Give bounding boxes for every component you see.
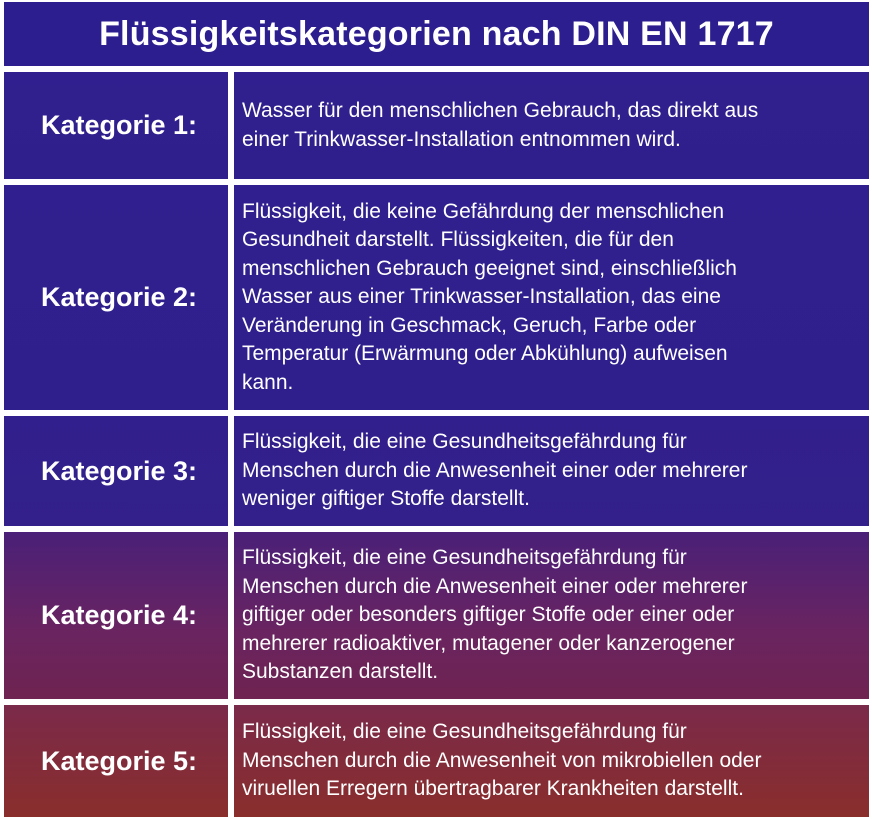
- description-line: menschlichen Gebrauch geeignet sind, einschließlich: [242, 256, 737, 280]
- description-line: Veränderung in Geschmack, Geruch, Farbe oder: [242, 313, 697, 337]
- category-label-cell: [4, 185, 228, 410]
- description-line: kann.: [242, 370, 294, 394]
- category-label: Kategorie 5:: [40, 745, 198, 776]
- category-description: [242, 97, 758, 154]
- description-line: Menschen durch die Anwesenheit von mikrobiellen oder: [242, 748, 762, 772]
- description-line: Menschen durch die Anwesenheit einer oder mehrerer: [242, 458, 748, 482]
- category-description: [242, 718, 761, 804]
- table-row-category-5: [4, 705, 869, 817]
- description-line: viruellen Erregern übertragbarer Krankheiten darstellt.: [242, 777, 744, 801]
- category-label: Kategorie 3:: [40, 455, 198, 486]
- description-line: einer Trinkwasser-Installation entnommen wird.: [242, 127, 681, 151]
- category-description-cell: [234, 416, 869, 526]
- table-title-text: Flüssigkeitskategorien nach DIN EN 1717: [99, 14, 774, 53]
- category-label: Kategorie 1:: [40, 110, 198, 140]
- category-description-cell: [234, 705, 869, 817]
- category-description-cell: [234, 72, 869, 179]
- description-line: weniger giftiger Stoffe darstellt.: [242, 487, 530, 511]
- description-line: Gesundheit darstellt. Flüssigkeiten, die für den: [242, 228, 674, 252]
- table-row-category-4: [4, 532, 869, 699]
- description-line: giftiger oder besonders giftiger Stoffe oder einer oder: [242, 603, 735, 627]
- category-label-cell: [4, 705, 228, 817]
- description-line: Wasser aus einer Trinkwasser-Installation, das eine: [242, 285, 721, 309]
- category-label: Kategorie 2:: [40, 282, 198, 312]
- category-description-cell: [234, 532, 869, 699]
- category-description: [242, 428, 747, 514]
- description-line: Flüssigkeit, die eine Gesundheitsgefährdung für: [242, 720, 687, 744]
- description-line: Flüssigkeit, die eine Gesundheitsgefährdung für: [242, 546, 687, 570]
- description-line: Menschen durch die Anwesenheit einer oder mehrerer: [242, 574, 748, 598]
- category-label: Kategorie 4:: [40, 600, 198, 630]
- table-title: [4, 2, 869, 66]
- category-description: [242, 198, 737, 398]
- description-line: Substanzen darstellt.: [242, 660, 439, 684]
- table-row-category-2: [4, 185, 869, 410]
- category-description-cell: [234, 185, 869, 410]
- description-line: Temperatur (Erwärmung oder Abkühlung) aufweisen: [242, 342, 728, 366]
- description-line: Flüssigkeit, die eine Gesundheitsgefährdung für: [242, 430, 687, 454]
- category-label-cell: [4, 416, 228, 526]
- description-line: Flüssigkeit, die keine Gefährdung der menschlichen: [242, 199, 725, 223]
- category-description: [242, 544, 747, 687]
- category-label-cell: [4, 532, 228, 699]
- description-line: Wasser für den menschlichen Gebrauch, das direkt aus: [242, 99, 759, 122]
- table-row-category-3: [4, 416, 869, 526]
- category-label-cell: [4, 72, 228, 179]
- description-line: mehrerer radioaktiver, mutagener oder kanzerogener: [242, 631, 735, 655]
- table-row-category-1: [4, 72, 869, 179]
